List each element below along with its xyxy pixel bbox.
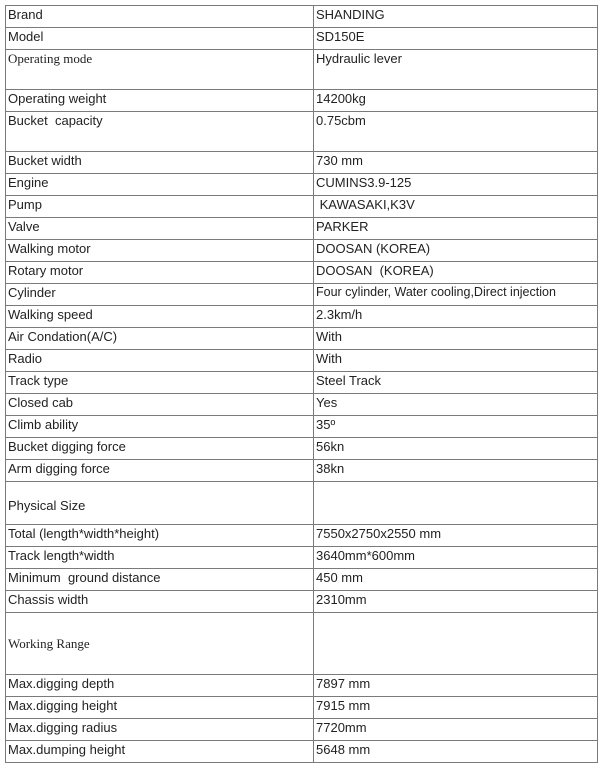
section-row [6,482,598,525]
table-row [6,741,598,763]
value-cell: 7550x2750x2550 mm [314,525,598,547]
value-cell: Four cylinder, Water cooling,Direct injection [314,284,598,306]
label-cell: Max.digging radius [6,719,314,741]
table-row [6,262,598,284]
table-row [6,697,598,719]
empty-cell [314,482,598,525]
value-cell: KAWASAKI,K3V [314,196,598,218]
label-cell: Model [6,28,314,50]
value-cell: With [314,328,598,350]
table-row [6,719,598,741]
value-cell: 3640mm*600mm [314,547,598,569]
value-cell: Steel Track [314,372,598,394]
empty-cell [314,613,598,675]
label-cell: Max.digging depth [6,675,314,697]
section-title-cell [6,482,314,525]
label-cell: Walking motor [6,240,314,262]
table-row [6,28,598,50]
label-cell: Rotary motor [6,262,314,284]
table-row [6,152,598,174]
label-cell: Minimum ground distance [6,569,314,591]
table-row [6,328,598,350]
section-row [6,613,598,675]
value-cell: 56kn [314,438,598,460]
value-cell: 14200kg [314,90,598,112]
table-row [6,6,598,28]
value-cell: Yes [314,394,598,416]
value-cell: 730 mm [314,152,598,174]
table-row [6,284,598,306]
table-row [6,112,598,152]
table-row [6,525,598,547]
section-title: Working Range [8,636,90,651]
label-cell: Max.digging height [6,697,314,719]
label-cell: Pump [6,196,314,218]
table-row [6,174,598,196]
label-cell: Engine [6,174,314,196]
table-row [6,675,598,697]
label-cell: Chassis width [6,591,314,613]
value-cell: 7915 mm [314,697,598,719]
label-cell: Track type [6,372,314,394]
table-row [6,438,598,460]
label-cell: Closed cab [6,394,314,416]
label-cell: Valve [6,218,314,240]
value-cell: 2310mm [314,591,598,613]
table-row [6,460,598,482]
label-cell: Brand [6,6,314,28]
table-row [6,591,598,613]
spec-table [5,5,598,763]
value-cell: SHANDING [314,6,598,28]
value-cell: CUMINS3.9-125 [314,174,598,196]
value-cell: SD150E [314,28,598,50]
table-row [6,416,598,438]
label-cell: Track length*width [6,547,314,569]
label-cell: Arm digging force [6,460,314,482]
value-cell: 35º [314,416,598,438]
label-cell: Max.dumping height [6,741,314,763]
table-row [6,240,598,262]
section-title: Physical Size [8,497,86,513]
table-row [6,306,598,328]
table-row [6,196,598,218]
label-cell: Air Condation(A/C) [6,328,314,350]
label-cell: Bucket width [6,152,314,174]
table-row [6,350,598,372]
label-cell: Climb ability [6,416,314,438]
label-cell: Cylinder [6,284,314,306]
label-cell: Bucket digging force [6,438,314,460]
label-cell: Total (length*width*height) [6,525,314,547]
table-row [6,50,598,90]
table-row [6,547,598,569]
value-cell: 7897 mm [314,675,598,697]
label-cell: Bucket capacity [6,112,314,152]
value-cell: 5648 mm [314,741,598,763]
section-title-cell [6,613,314,675]
value-cell: 2.3km/h [314,306,598,328]
table-row [6,569,598,591]
label-cell: Walking speed [6,306,314,328]
value-cell: 0.75cbm [314,112,598,152]
value-cell: Hydraulic lever [314,50,598,90]
label-cell: Radio [6,350,314,372]
table-row [6,372,598,394]
value-cell: DOOSAN (KOREA) [314,240,598,262]
value-cell: 38kn [314,460,598,482]
table-row [6,218,598,240]
label-cell: Operating weight [6,90,314,112]
table-row [6,90,598,112]
value-cell: DOOSAN (KOREA) [314,262,598,284]
value-cell: 7720mm [314,719,598,741]
value-cell: 450 mm [314,569,598,591]
value-cell: PARKER [314,218,598,240]
table-row [6,394,598,416]
label-cell: Operating mode [6,50,314,90]
value-cell: With [314,350,598,372]
